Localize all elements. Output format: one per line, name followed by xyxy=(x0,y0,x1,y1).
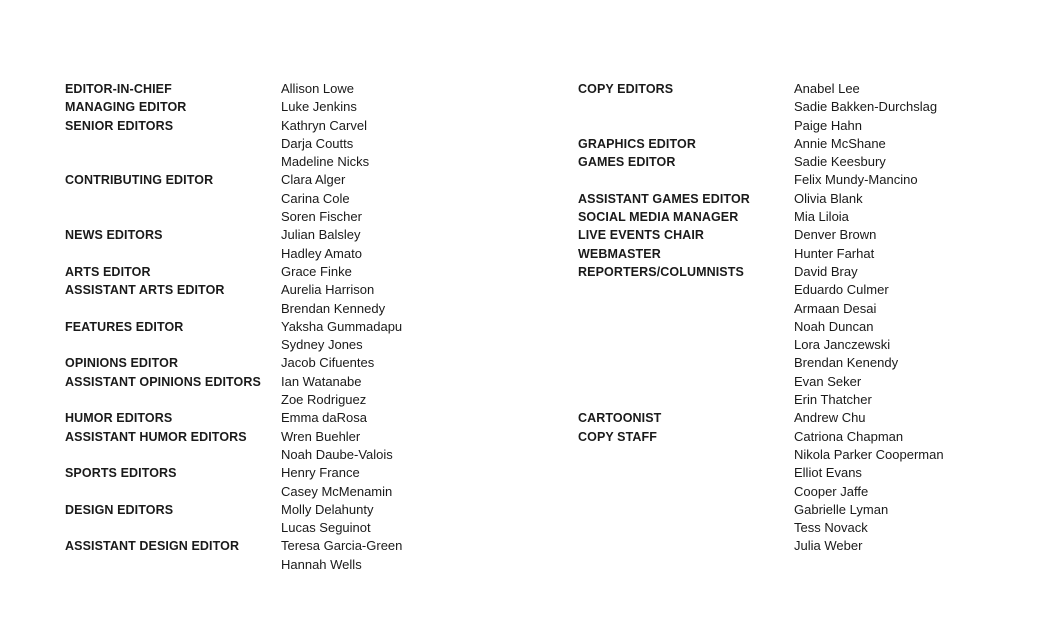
staff-name: Ian Watanabe xyxy=(281,373,362,389)
staff-name: Grace Finke xyxy=(281,263,352,279)
staff-row xyxy=(578,208,944,226)
staff-row xyxy=(578,117,944,135)
staff-name: Nikola Parker Cooperman xyxy=(794,446,944,462)
staff-name: Darja Coutts xyxy=(281,135,354,151)
staff-row xyxy=(65,245,402,263)
staff-role xyxy=(65,208,281,226)
masthead-right-column xyxy=(578,80,944,556)
staff-role xyxy=(65,336,281,354)
staff-row xyxy=(578,318,944,336)
staff-name: Evan Seker xyxy=(794,373,862,389)
staff-role xyxy=(65,153,281,171)
staff-row xyxy=(578,171,944,189)
staff-name: Aurelia Harrison xyxy=(281,282,375,298)
staff-row xyxy=(65,153,402,171)
staff-name: Noah Daube-Valois xyxy=(281,446,393,462)
staff-role: ASSISTANT ARTS EDITOR xyxy=(65,283,225,298)
staff-row xyxy=(578,245,944,263)
staff-role xyxy=(65,556,281,574)
staff-name: Madeline Nicks xyxy=(281,154,370,170)
staff-name: Sadie Bakken-Durchslag xyxy=(794,99,938,115)
staff-row xyxy=(578,446,944,464)
staff-name: Armaan Desai xyxy=(794,300,877,316)
staff-role xyxy=(578,300,794,318)
staff-name: Denver Brown xyxy=(794,227,877,243)
staff-row xyxy=(65,208,402,226)
staff-name: Cooper Jaffe xyxy=(794,483,869,499)
staff-name: Wren Buehler xyxy=(281,428,361,444)
staff-role: OPINIONS EDITOR xyxy=(65,356,179,371)
staff-row xyxy=(65,226,402,244)
staff-row xyxy=(65,117,402,135)
staff-role: ARTS EDITOR xyxy=(65,264,151,279)
staff-row xyxy=(65,537,402,555)
staff-role: REPORTERS/COLUMNISTS xyxy=(578,264,744,279)
staff-name: Lucas Seguinot xyxy=(281,520,371,536)
staff-name: Casey McMenamin xyxy=(281,483,393,499)
staff-role xyxy=(65,483,281,501)
staff-role xyxy=(578,519,794,537)
staff-row xyxy=(578,135,944,153)
staff-name: Hadley Amato xyxy=(281,245,362,261)
staff-name: Sydney Jones xyxy=(281,337,363,353)
staff-name: Eduardo Culmer xyxy=(794,282,889,298)
staff-row xyxy=(578,263,944,281)
staff-role: DESIGN EDITORS xyxy=(65,502,174,517)
staff-role xyxy=(578,117,794,135)
staff-row xyxy=(578,281,944,299)
staff-row xyxy=(65,354,402,372)
staff-role: HUMOR EDITORS xyxy=(65,411,173,426)
staff-row xyxy=(65,80,402,98)
staff-row xyxy=(578,336,944,354)
staff-role xyxy=(578,464,794,482)
staff-role xyxy=(65,135,281,153)
staff-role: NEWS EDITORS xyxy=(65,228,163,243)
staff-row xyxy=(65,409,402,427)
staff-row xyxy=(578,537,944,555)
staff-role: WEBMASTER xyxy=(578,246,661,261)
staff-row xyxy=(65,373,402,391)
staff-name: Julian Balsley xyxy=(281,227,361,243)
staff-role: GAMES EDITOR xyxy=(578,155,676,170)
staff-name: Yaksha Gummadapu xyxy=(281,318,403,334)
staff-row xyxy=(578,300,944,318)
staff-role xyxy=(578,336,794,354)
staff-row xyxy=(578,391,944,409)
staff-role: ASSISTANT HUMOR EDITORS xyxy=(65,429,247,444)
staff-role: SENIOR EDITORS xyxy=(65,118,174,133)
staff-name: Brendan Kenendy xyxy=(794,355,899,371)
staff-role xyxy=(65,300,281,318)
staff-name: Hannah Wells xyxy=(281,556,362,572)
staff-row xyxy=(578,409,944,427)
staff-row xyxy=(578,464,944,482)
staff-row xyxy=(65,446,402,464)
staff-row xyxy=(578,354,944,372)
staff-row xyxy=(65,336,402,354)
staff-name: Gabrielle Lyman xyxy=(794,501,889,517)
staff-row xyxy=(578,98,944,116)
staff-row xyxy=(65,556,402,574)
staff-role: EDITOR-IN-CHIEF xyxy=(65,82,172,96)
staff-role xyxy=(578,537,794,555)
staff-role xyxy=(578,483,794,501)
staff-row xyxy=(65,501,402,519)
staff-row xyxy=(65,428,402,446)
staff-name: Mia Liloia xyxy=(794,209,849,225)
staff-name: David Bray xyxy=(794,263,858,279)
staff-name: Tess Novack xyxy=(794,520,868,536)
staff-role xyxy=(578,281,794,299)
staff-row xyxy=(578,226,944,244)
staff-row xyxy=(65,171,402,189)
staff-name: Clara Alger xyxy=(281,172,346,188)
staff-role: CARTOONIST xyxy=(578,411,662,426)
staff-row xyxy=(65,391,402,409)
staff-name: Elliot Evans xyxy=(794,465,862,481)
staff-row xyxy=(65,519,402,537)
staff-row xyxy=(578,519,944,537)
staff-row xyxy=(578,428,944,446)
staff-name: Kathryn Carvel xyxy=(281,117,367,133)
staff-name: Felix Mundy-Mancino xyxy=(794,172,918,188)
staff-name: Jacob Cifuentes xyxy=(281,355,375,371)
staff-name: Andrew Chu xyxy=(794,410,866,426)
staff-row xyxy=(65,135,402,153)
staff-row xyxy=(65,483,402,501)
staff-role xyxy=(578,501,794,519)
staff-name: Noah Duncan xyxy=(794,318,874,334)
staff-name: Lora Janczewski xyxy=(794,337,891,353)
staff-role xyxy=(578,391,794,409)
staff-name: Molly Delahunty xyxy=(281,501,374,517)
staff-role: ASSISTANT GAMES EDITOR xyxy=(578,191,750,206)
staff-role: ASSISTANT OPINIONS EDITORS xyxy=(65,374,261,389)
staff-role xyxy=(65,391,281,409)
staff-row xyxy=(65,263,402,281)
staff-row xyxy=(65,190,402,208)
staff-name: Julia Weber xyxy=(794,538,863,554)
staff-row xyxy=(578,153,944,171)
staff-name: Emma daRosa xyxy=(281,410,367,426)
staff-row xyxy=(65,464,402,482)
staff-role: SPORTS EDITORS xyxy=(65,466,177,481)
staff-role xyxy=(65,245,281,263)
staff-row xyxy=(578,373,944,391)
staff-role: LIVE EVENTS CHAIR xyxy=(578,228,705,243)
staff-name: Soren Fischer xyxy=(281,209,362,225)
staff-role: GRAPHICS EDITOR xyxy=(578,136,696,151)
staff-row xyxy=(65,98,402,116)
staff-name: Sadie Keesbury xyxy=(794,154,886,170)
staff-name: Teresa Garcia-Green xyxy=(281,538,403,554)
staff-role xyxy=(578,446,794,464)
staff-role: MANAGING EDITOR xyxy=(65,100,187,115)
staff-role xyxy=(578,98,794,116)
staff-name: Hunter Farhat xyxy=(794,245,875,261)
staff-role xyxy=(578,171,794,189)
staff-role: CONTRIBUTING EDITOR xyxy=(65,173,214,188)
staff-role xyxy=(578,354,794,372)
masthead-left-column xyxy=(65,80,402,574)
staff-row xyxy=(578,501,944,519)
staff-name: Allison Lowe xyxy=(281,81,354,96)
staff-row xyxy=(578,190,944,208)
staff-row xyxy=(578,483,944,501)
staff-name: Carina Cole xyxy=(281,190,350,206)
staff-role xyxy=(65,190,281,208)
staff-role: COPY STAFF xyxy=(578,429,658,444)
staff-name: Annie McShane xyxy=(794,135,886,151)
staff-role xyxy=(65,519,281,537)
staff-name: Brendan Kennedy xyxy=(281,300,386,316)
staff-role xyxy=(65,446,281,464)
staff-name: Luke Jenkins xyxy=(281,99,357,115)
staff-name: Henry France xyxy=(281,465,360,481)
staff-role xyxy=(578,373,794,391)
staff-role: COPY EDITORS xyxy=(578,82,674,96)
staff-role: ASSISTANT DESIGN EDITOR xyxy=(65,539,240,554)
staff-role: SOCIAL MEDIA MANAGER xyxy=(578,210,739,225)
staff-row xyxy=(65,281,402,299)
staff-name: Anabel Lee xyxy=(794,81,860,96)
staff-name: Zoe Rodriguez xyxy=(281,392,367,408)
staff-role xyxy=(578,318,794,336)
staff-name: Paige Hahn xyxy=(794,117,862,133)
staff-name: Olivia Blank xyxy=(794,190,863,206)
staff-name: Erin Thatcher xyxy=(794,392,872,408)
staff-row xyxy=(65,300,402,318)
staff-name: Catriona Chapman xyxy=(794,428,904,444)
staff-row xyxy=(578,80,944,98)
staff-role: FEATURES EDITOR xyxy=(65,319,184,334)
staff-row xyxy=(65,318,402,336)
